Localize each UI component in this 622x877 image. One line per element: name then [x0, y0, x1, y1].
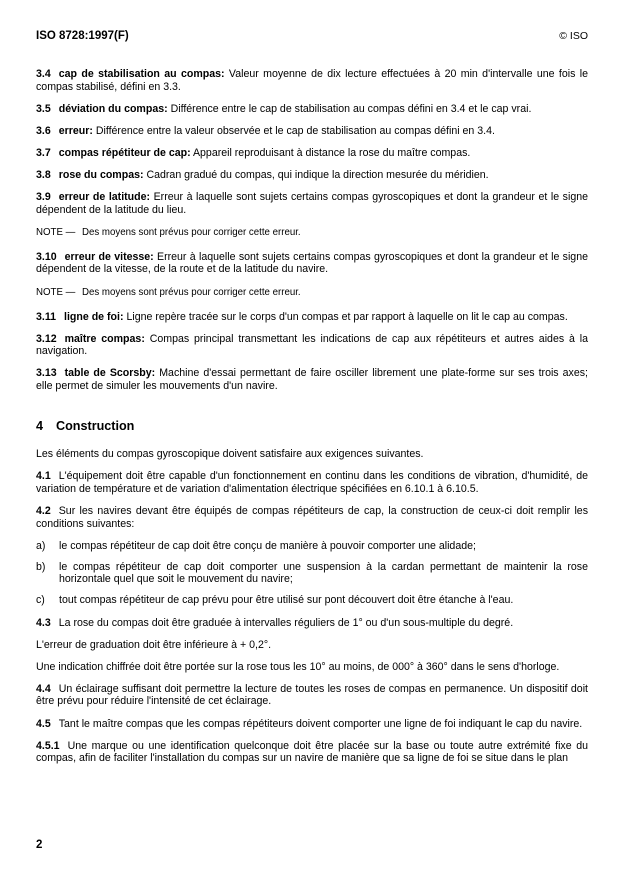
- defined-term: erreur:: [58, 124, 93, 137]
- definition-text: Machine d'essai permettant de faire osciller librement une plate-forme sur ses trois axes; elle permet de simuler les mouvements d'un navire.: [36, 367, 588, 392]
- clause-number: 3.10: [36, 250, 57, 263]
- defined-term: rose du compas:: [58, 168, 144, 181]
- clause-number: 3.6: [36, 124, 51, 137]
- note-label: NOTE —: [36, 287, 76, 299]
- clause-text: Une marque ou une identification quelconque doit être placée sur la base ou toute autre extrémité fixe du compas, afin de faciliter l'installation du compas sur un navire de manière que sa ligne de foi se situe dans le plan: [36, 739, 588, 765]
- clause-number: 3.8: [36, 168, 51, 181]
- defined-term: déviation du compas:: [58, 102, 168, 115]
- list-marker: a): [36, 539, 46, 552]
- definition-text: Appareil reproduisant à distance la rose du maître compas.: [192, 146, 471, 159]
- paragraph-graduation-error: [36, 639, 588, 652]
- clause-text: Un éclairage suffisant doit permettre la lecture de toutes les roses de compas en permanence. Un dispositif doit être prévu pour réduire l'intensité de cet éclairage.: [36, 682, 588, 708]
- clause-number: 3.7: [36, 146, 51, 159]
- clause-number: 3.5: [36, 102, 51, 115]
- list-item-b: [36, 561, 588, 586]
- list-item-c: [36, 594, 588, 607]
- note-3-10: [36, 287, 588, 300]
- clause-3-6: [36, 125, 588, 138]
- section-title: Construction: [56, 418, 135, 433]
- clause-4-2: [36, 505, 588, 530]
- clause-text: Tant le maître compas que les compas répétiteurs doivent comporter une ligne de foi indiquant le cap du navire.: [58, 717, 583, 730]
- clause-3-7: [36, 147, 588, 160]
- defined-term: table de Scorsby:: [64, 367, 156, 380]
- list-item-a: [36, 540, 588, 553]
- definition-text: Cadran gradué du compas, qui indique la direction mesurée du méridien.: [146, 168, 489, 181]
- section-heading-4: [36, 420, 588, 433]
- intro-paragraph: [36, 448, 588, 461]
- clause-number: 4.5.1: [36, 739, 60, 752]
- paragraph-text: Les éléments du compas gyroscopique doivent satisfaire aux exigences suivantes.: [36, 448, 424, 461]
- note-text: Des moyens sont prévus pour corriger cette erreur.: [82, 227, 301, 239]
- copyright-notice: © ISO: [559, 30, 588, 42]
- list-marker: c): [36, 594, 45, 607]
- list-item-text: le compas répétiteur de cap doit être conçu de manière à pouvoir comporter une alidade;: [59, 539, 476, 552]
- clause-text: Sur les navires devant être équipés de compas répétiteurs de cap, la construction de ceux-ci doit remplir les conditions suivantes:: [36, 504, 588, 530]
- clause-number: 3.13: [36, 367, 57, 380]
- clause-number: 3.4: [36, 68, 51, 80]
- list-item-text: tout compas répétiteur de cap prévu pour être utilisé sur pont découvert doit être étanche à l'eau.: [59, 594, 514, 607]
- clause-3-8: [36, 169, 588, 182]
- clause-4-4: [36, 683, 588, 708]
- clause-3-10: [36, 251, 588, 276]
- clause-number: 4.4: [36, 682, 51, 695]
- clause-number: 3.9: [36, 191, 51, 204]
- clause-3-12: [36, 333, 588, 358]
- clause-3-4: [36, 68, 588, 93]
- clause-number: 3.12: [36, 332, 57, 345]
- paragraph-text: L'erreur de graduation doit être inférieure à + 0,2°.: [36, 638, 272, 651]
- defined-term: cap de stabilisation au compas:: [58, 68, 225, 80]
- definition-text: Ligne repère tracée sur le corps d'un compas et par rapport à laquelle on lit le cap au compas.: [126, 310, 568, 323]
- clause-text: L'équipement doit être capable d'un fonctionnement en continu dans les conditions de vibration, d'humidité, de variation de température et de variation d'alimentation électrique spécifiées en 6.10.1 à 6.10.5.: [36, 470, 588, 495]
- definition-text: Erreur à laquelle sont sujets certains compas gyroscopiques et dont la grandeur et le signe dépendent de la vitesse, de la route et de la latitude du navire.: [36, 250, 588, 276]
- defined-term: erreur de vitesse:: [64, 250, 154, 263]
- note-text: Des moyens sont prévus pour corriger cette erreur.: [82, 287, 301, 299]
- definition-text: Valeur moyenne de dix lecture effectuées à 20 min d'intervalle une fois le compas stabilisé, défini en 3.3.: [36, 68, 588, 93]
- clause-number: 4.1: [36, 470, 51, 483]
- section-number: 4: [36, 418, 44, 433]
- page-header: [36, 30, 588, 42]
- paragraph-numbered-indication: [36, 661, 588, 674]
- defined-term: erreur de latitude:: [58, 191, 151, 204]
- definition-text: Compas principal transmettant les indications de cap aux répétiteurs et autres aides à la navigation.: [36, 332, 588, 358]
- document-reference: ISO 8728:1997(F): [36, 30, 129, 42]
- clause-3-5: [36, 103, 588, 116]
- paragraph-text: Une indication chiffrée doit être portée sur la rose tous les 10° au moins, de 000° à 360° dans le sens d'horloge.: [36, 660, 560, 673]
- clause-3-13: [36, 367, 588, 392]
- note-3-9: [36, 227, 588, 240]
- list-marker: b): [36, 560, 46, 573]
- defined-term: maître compas:: [64, 332, 145, 345]
- document-body: [36, 68, 588, 765]
- clause-number: 4.5: [36, 717, 51, 730]
- clause-number: 4.2: [36, 504, 51, 517]
- defined-term: ligne de foi:: [64, 310, 124, 323]
- clause-4-3: [36, 617, 588, 630]
- defined-term: compas répétiteur de cap:: [58, 146, 191, 159]
- clause-text: La rose du compas doit être graduée à intervalles réguliers de 1° ou d'un sous-multiple du degré.: [58, 616, 514, 629]
- list-item-text: le compas répétiteur de cap doit comporter une suspension à la cardan permettant de maintenir la rose horizontale quel que soit le mouvement du navire;: [59, 560, 588, 586]
- clause-4-1: [36, 470, 588, 495]
- clause-number: 3.11: [36, 310, 57, 323]
- clause-3-9: [36, 191, 588, 216]
- page-number: 2: [36, 839, 43, 851]
- clause-4-5: [36, 718, 588, 731]
- clause-3-11: [36, 311, 588, 324]
- page-footer: [36, 839, 42, 851]
- definition-text: Différence entre le cap de stabilisation au compas défini en 3.4 et le cap vrai.: [170, 102, 532, 115]
- definition-text: Différence entre la valeur observée et le cap de stabilisation au compas défini en 3.4.: [95, 124, 495, 137]
- clause-4-5-1: [36, 740, 588, 765]
- definition-text: Erreur à laquelle sont sujets certains compas gyroscopiques et dont la grandeur et le signe dépendent de la latitude du lieu.: [36, 191, 588, 216]
- note-label: NOTE —: [36, 227, 76, 239]
- clause-number: 4.3: [36, 616, 51, 629]
